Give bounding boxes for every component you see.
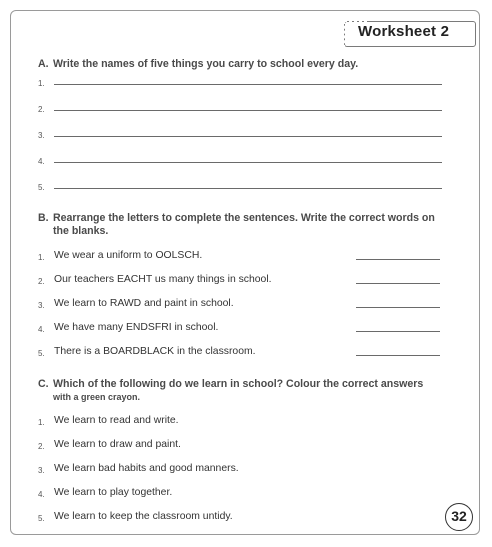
page-number-badge: 32 [445, 503, 473, 531]
sentence: Our teachers EACHT us many things in school. [54, 274, 272, 285]
sentence: There is a BOARDBLACK in the classroom. [54, 346, 256, 357]
section-letter: C. [38, 378, 49, 390]
item-number: 3. [38, 301, 45, 310]
instruction-line: the blanks. [53, 225, 109, 237]
sentence: We have many ENDSFRI in school. [54, 322, 219, 333]
section-instruction: Write the names of five things you carry to school every day. [53, 58, 359, 70]
worksheet-title: Worksheet 2 [358, 23, 450, 40]
answer-blank[interactable] [356, 283, 440, 284]
answer-option[interactable]: We learn to draw and paint. [54, 439, 181, 450]
item-number: 2. [38, 442, 45, 451]
section-letter: A. [38, 58, 49, 70]
answer-line[interactable] [54, 110, 442, 111]
item-number: 2. [38, 277, 45, 286]
answer-blank[interactable] [356, 259, 440, 260]
answer-option[interactable]: We learn to play together. [54, 487, 173, 498]
item-number: 3. [38, 466, 45, 475]
answer-blank[interactable] [356, 331, 440, 332]
item-number: 5. [38, 349, 45, 358]
answer-line[interactable] [54, 162, 442, 163]
item-number: 1. [38, 79, 45, 88]
instruction-line: with a green crayon. [53, 392, 141, 402]
item-number: 2. [38, 105, 45, 114]
item-number: 5. [38, 514, 45, 523]
section-instruction [53, 378, 453, 404]
answer-line[interactable] [54, 136, 442, 137]
item-number: 4. [38, 157, 45, 166]
answer-line[interactable] [54, 84, 442, 85]
item-number: 4. [38, 325, 45, 334]
item-number: 5. [38, 183, 45, 192]
item-number: 3. [38, 131, 45, 140]
sentence: We learn to RAWD and paint in school. [54, 298, 234, 309]
answer-line[interactable] [54, 188, 442, 189]
item-number: 1. [38, 253, 45, 262]
instruction-line: Rearrange the letters to complete the sentences. Write the correct words on [53, 212, 435, 224]
sentence: We wear a uniform to OOLSCH. [54, 250, 203, 261]
section-letter: B. [38, 212, 49, 224]
answer-blank[interactable] [356, 307, 440, 308]
answer-option[interactable]: We learn bad habits and good manners. [54, 463, 239, 474]
section-instruction [53, 212, 453, 238]
answer-option[interactable]: We learn to keep the classroom untidy. [54, 511, 233, 522]
answer-blank[interactable] [356, 355, 440, 356]
answer-option[interactable]: We learn to read and write. [54, 415, 179, 426]
worksheet-page [10, 10, 480, 535]
item-number: 4. [38, 490, 45, 499]
item-number: 1. [38, 418, 45, 427]
instruction-line: Which of the following do we learn in school? Colour the correct answers [53, 378, 424, 390]
